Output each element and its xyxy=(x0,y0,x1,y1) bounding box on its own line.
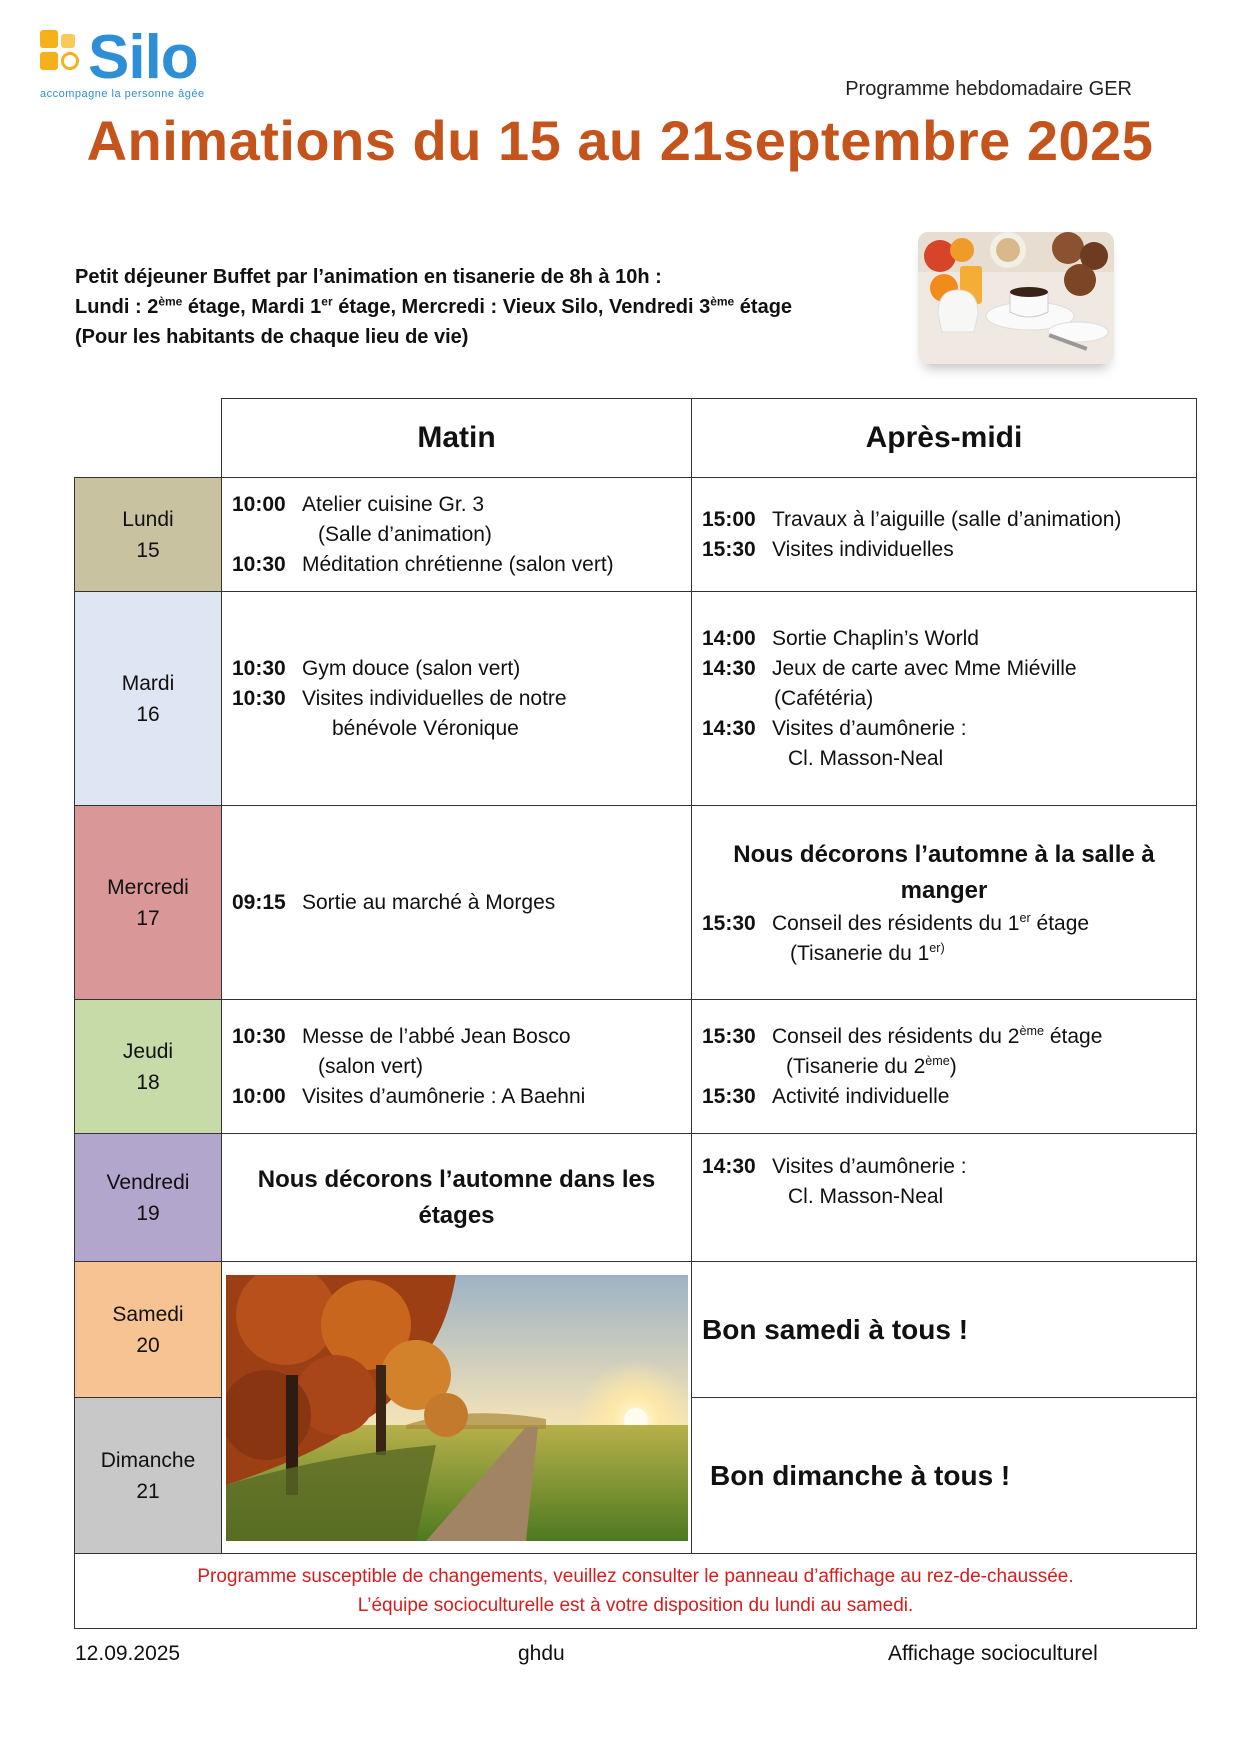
friday-banner: Nous décorons l’automne dans les étages xyxy=(257,1165,656,1229)
sunday-afternoon: Bon dimanche à tous ! xyxy=(692,1398,1197,1554)
table-header-row xyxy=(75,399,1197,478)
autumn-landscape-photo xyxy=(226,1275,688,1541)
table-row xyxy=(75,1000,1197,1134)
breakfast-photo xyxy=(918,232,1114,364)
autumn-photo-cell xyxy=(222,1262,692,1554)
wednesday-morning: 09:15 Sortie au marché à Morges xyxy=(222,806,692,1000)
day-cell-thursday: Jeudi 18 xyxy=(75,1000,222,1134)
friday-morning xyxy=(222,1134,692,1262)
intro-line-1: Petit déjeuner Buffet par l’animation en tisanerie de 8h à 10h : xyxy=(75,266,662,288)
footer-label: Affichage socioculturel xyxy=(888,1642,1098,1665)
logo-squares-icon xyxy=(40,30,82,78)
change-notice: Programme susceptible de changements, veuillez consulter le panneau d’affichage au rez-de-chaussée. L’équipe socioculturelle est à votre disposition du lundi au samedi. xyxy=(75,1554,1197,1629)
day-cell-saturday: Samedi 20 xyxy=(75,1262,222,1398)
saturday-afternoon: Bon samedi à tous ! xyxy=(692,1262,1197,1398)
page-title: Animations du 15 au 21septembre 2025 xyxy=(86,109,1154,172)
breakfast-intro xyxy=(75,262,792,352)
thursday-morning: 10:30 Messe de l’abbé Jean Bosco (salon vert) 10:00 Visites d’aumônerie : A Baehni xyxy=(222,1000,692,1134)
day-cell-wednesday: Mercredi 17 xyxy=(75,806,222,1000)
day-cell-sunday: Dimanche 21 xyxy=(75,1398,222,1554)
table-row xyxy=(75,1554,1197,1629)
silo-logo xyxy=(40,23,230,110)
column-header-afternoon: Après-midi xyxy=(692,399,1197,478)
table-row xyxy=(75,1262,1197,1398)
table-row xyxy=(75,1134,1197,1262)
table-row xyxy=(75,478,1197,592)
schedule-table xyxy=(74,398,1196,1629)
logo-wordmark: Silo xyxy=(88,23,198,92)
footer-author: ghdu xyxy=(518,1642,565,1665)
column-header-morning: Matin xyxy=(222,399,692,478)
footer-date: 12.09.2025 xyxy=(75,1642,181,1665)
table-row xyxy=(75,592,1197,806)
wednesday-afternoon: Nous décorons l’automne à la salle à manger 15:30 Conseil des résidents du 1er étage (Tisanerie du $1^{er)}$ xyxy=(692,806,1197,1000)
wednesday-banner: Nous décorons l’automne à la salle à manger xyxy=(733,840,1155,904)
tuesday-afternoon: 14:00 Sortie Chaplin’s World 14:30 Jeux de carte avec Mme Miéville (Cafétéria) 14:30 Visites d’aumônerie : Cl. Masson-Neal xyxy=(692,592,1197,806)
table-row xyxy=(75,806,1197,1000)
day-cell-friday: Vendredi 19 xyxy=(75,1134,222,1262)
intro-line-2: Lundi : 2ème étage, Mardi 1er étage, Mercredi : Vieux Silo, Vendredi 3ème étage xyxy=(75,294,793,318)
intro-line-3: (Pour les habitants de chaque lieu de vie) xyxy=(75,326,469,348)
logo-tagline: accompagne la personne âgée xyxy=(40,88,205,100)
friday-afternoon: 14:30 Visites d’aumônerie : Cl. Masson-Neal xyxy=(692,1134,1197,1262)
monday-afternoon: 15:00 Travaux à l’aiguille (salle d’animation) 15:30 Visites individuelles xyxy=(692,478,1197,592)
day-cell-tuesday: Mardi 16 xyxy=(75,592,222,806)
day-cell-monday: Lundi 15 xyxy=(75,478,222,592)
thursday-afternoon: 15:30 Conseil des résidents du 2ème étage (Tisanerie du 2ème) 15:30 Activité individuelle xyxy=(692,1000,1197,1134)
program-label: Programme hebdomadaire GER xyxy=(845,78,1132,100)
tuesday-morning: 10:30 Gym douce (salon vert) 10:30 Visites individuelles de notre bénévole Véronique xyxy=(222,592,692,806)
monday-morning: 10:00 Atelier cuisine Gr. 3 (Salle d’animation) 10:30 Méditation chrétienne (salon vert) xyxy=(222,478,692,592)
